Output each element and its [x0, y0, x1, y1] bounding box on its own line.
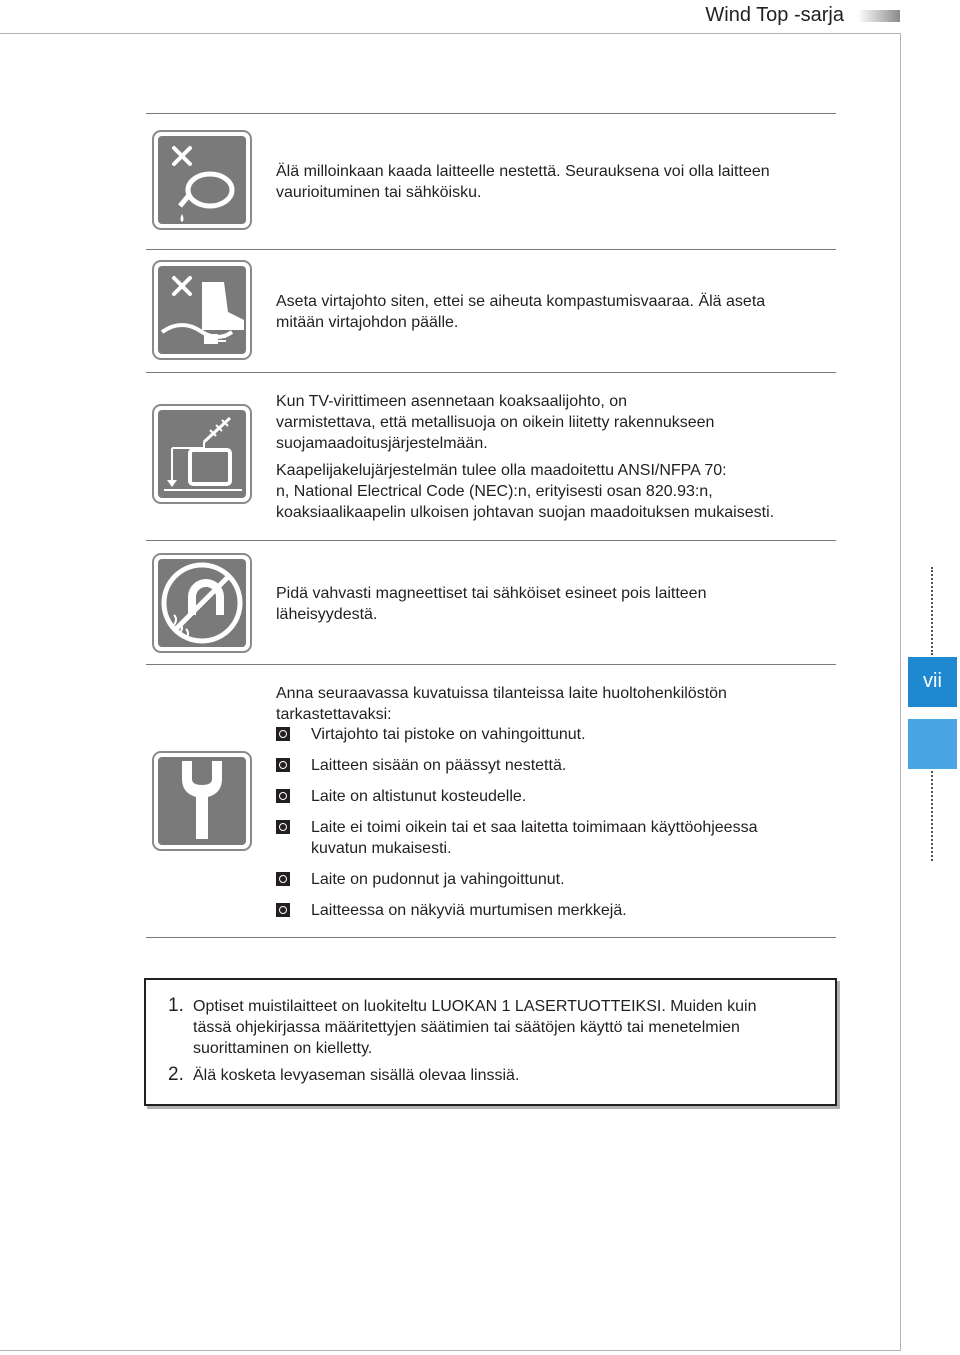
page-bottom-rule: [0, 1350, 901, 1351]
list-item-text: Laite on altistunut kosteudelle.: [311, 788, 527, 805]
text-line: n, National Electrical Code (NEC):n, erityisesti osan 820.93:n,: [276, 483, 713, 500]
text-line: Anna seuraavassa kuvatuissa tilanteissa laite huoltohenkilöstön: [276, 685, 727, 702]
note-line: tässä ohjekirjassa määritettyjen säätimien tai säätöjen käyttö tai menetelmien: [193, 1019, 740, 1036]
service-list-item: [276, 755, 566, 776]
laser-notes-box: [144, 978, 837, 1106]
text-line: koaksiaalikaapelin ulkoisen johtavan suojan maadoituksen mukaisesti.: [276, 504, 775, 521]
note-item: [168, 1065, 813, 1086]
list-item-text: Laitteessa on näkyviä murtumisen merkkejä.: [311, 902, 627, 919]
note-line: suorittaminen on kielletty.: [193, 1040, 373, 1057]
no-magnet-icon: [152, 553, 252, 653]
header-gradient-bar: [858, 10, 900, 22]
text-line: vaurioituminen tai sähköisku.: [276, 184, 482, 201]
page-right-rule: [900, 33, 901, 1351]
list-item-text: Laite on pudonnut ja vahingoittunut.: [311, 871, 565, 888]
service-intro-text: [276, 683, 727, 725]
bullet-icon: [276, 758, 290, 772]
text-line: Aseta virtajohto siten, ettei se aiheuta kompastumisvaaraa. Älä aseta: [276, 293, 766, 310]
note-item: [168, 996, 813, 1059]
cord-warning-text: [276, 291, 765, 333]
bullet-icon: [276, 872, 290, 886]
antenna-grounding-icon: [152, 404, 252, 504]
text-line: tarkastettavaksi:: [276, 706, 392, 723]
note-line: Optiset muistilaitteet on luokiteltu LUOKAN 1 LASERTUOTTEIKSI. Muiden kuin: [193, 998, 757, 1015]
magnet-warning-text: [276, 583, 706, 625]
text-line: varmistettava, että metallisuoja on oikein liitetty rakennukseen: [276, 414, 715, 431]
side-tab-dotted-line: [931, 567, 933, 655]
service-list-item: [276, 869, 565, 890]
note-line: Älä kosketa levyaseman sisällä olevaa linssiä.: [193, 1067, 520, 1084]
antenna-warning-text: [276, 391, 774, 523]
bullet-icon: [276, 820, 290, 834]
list-item-text: Virtajohto tai pistoke on vahingoittunut.: [311, 726, 586, 743]
text-line: Kaapelijakelujärjestelmän tulee olla maadoitettu ANSI/NFPA 70:: [276, 462, 727, 479]
text-line: Kun TV-virittimeen asennetaan koaksaalijohto, on: [276, 393, 628, 410]
section-divider: [146, 540, 836, 541]
note-number: 1.: [168, 995, 184, 1016]
page-number-tab: vii: [908, 657, 957, 707]
side-tab-block: [908, 719, 957, 769]
no-step-on-cord-icon: [152, 260, 252, 360]
service-list-item: [276, 817, 757, 859]
wrench-icon: [152, 751, 252, 851]
service-list-item: [276, 724, 586, 745]
section-divider: [146, 113, 836, 114]
text-line: mitään virtajohdon päälle.: [276, 314, 459, 331]
liquid-warning-text: [276, 161, 770, 203]
no-liquid-icon: [152, 130, 252, 230]
service-list-item: [276, 900, 627, 921]
section-divider: [146, 249, 836, 250]
section-divider: [146, 937, 836, 938]
header-rule: [0, 33, 900, 34]
bullet-icon: [276, 727, 290, 741]
text-line: Älä milloinkaan kaada laitteelle nestettä. Seurauksena voi olla laitteen: [276, 163, 770, 180]
list-item-text: kuvatun mukaisesti.: [311, 840, 452, 857]
bullet-icon: [276, 789, 290, 803]
side-tab-dotted-line: [931, 771, 933, 861]
service-list-item: [276, 786, 526, 807]
text-line: Pidä vahvasti magneettiset tai sähköiset esineet pois laitteen: [276, 585, 707, 602]
list-item-text: Laitteen sisään on päässyt nestettä.: [311, 757, 567, 774]
text-line: läheisyydestä.: [276, 606, 378, 623]
list-item-text: Laite ei toimi oikein tai et saa laitetta toimimaan käyttöohjeessa: [311, 819, 758, 836]
section-divider: [146, 372, 836, 373]
section-divider: [146, 664, 836, 665]
note-number: 2.: [168, 1064, 184, 1085]
text-line: suojamaadoitusjärjestelmään.: [276, 435, 488, 452]
page-header-title: Wind Top -sarja: [705, 4, 844, 26]
bullet-icon: [276, 903, 290, 917]
